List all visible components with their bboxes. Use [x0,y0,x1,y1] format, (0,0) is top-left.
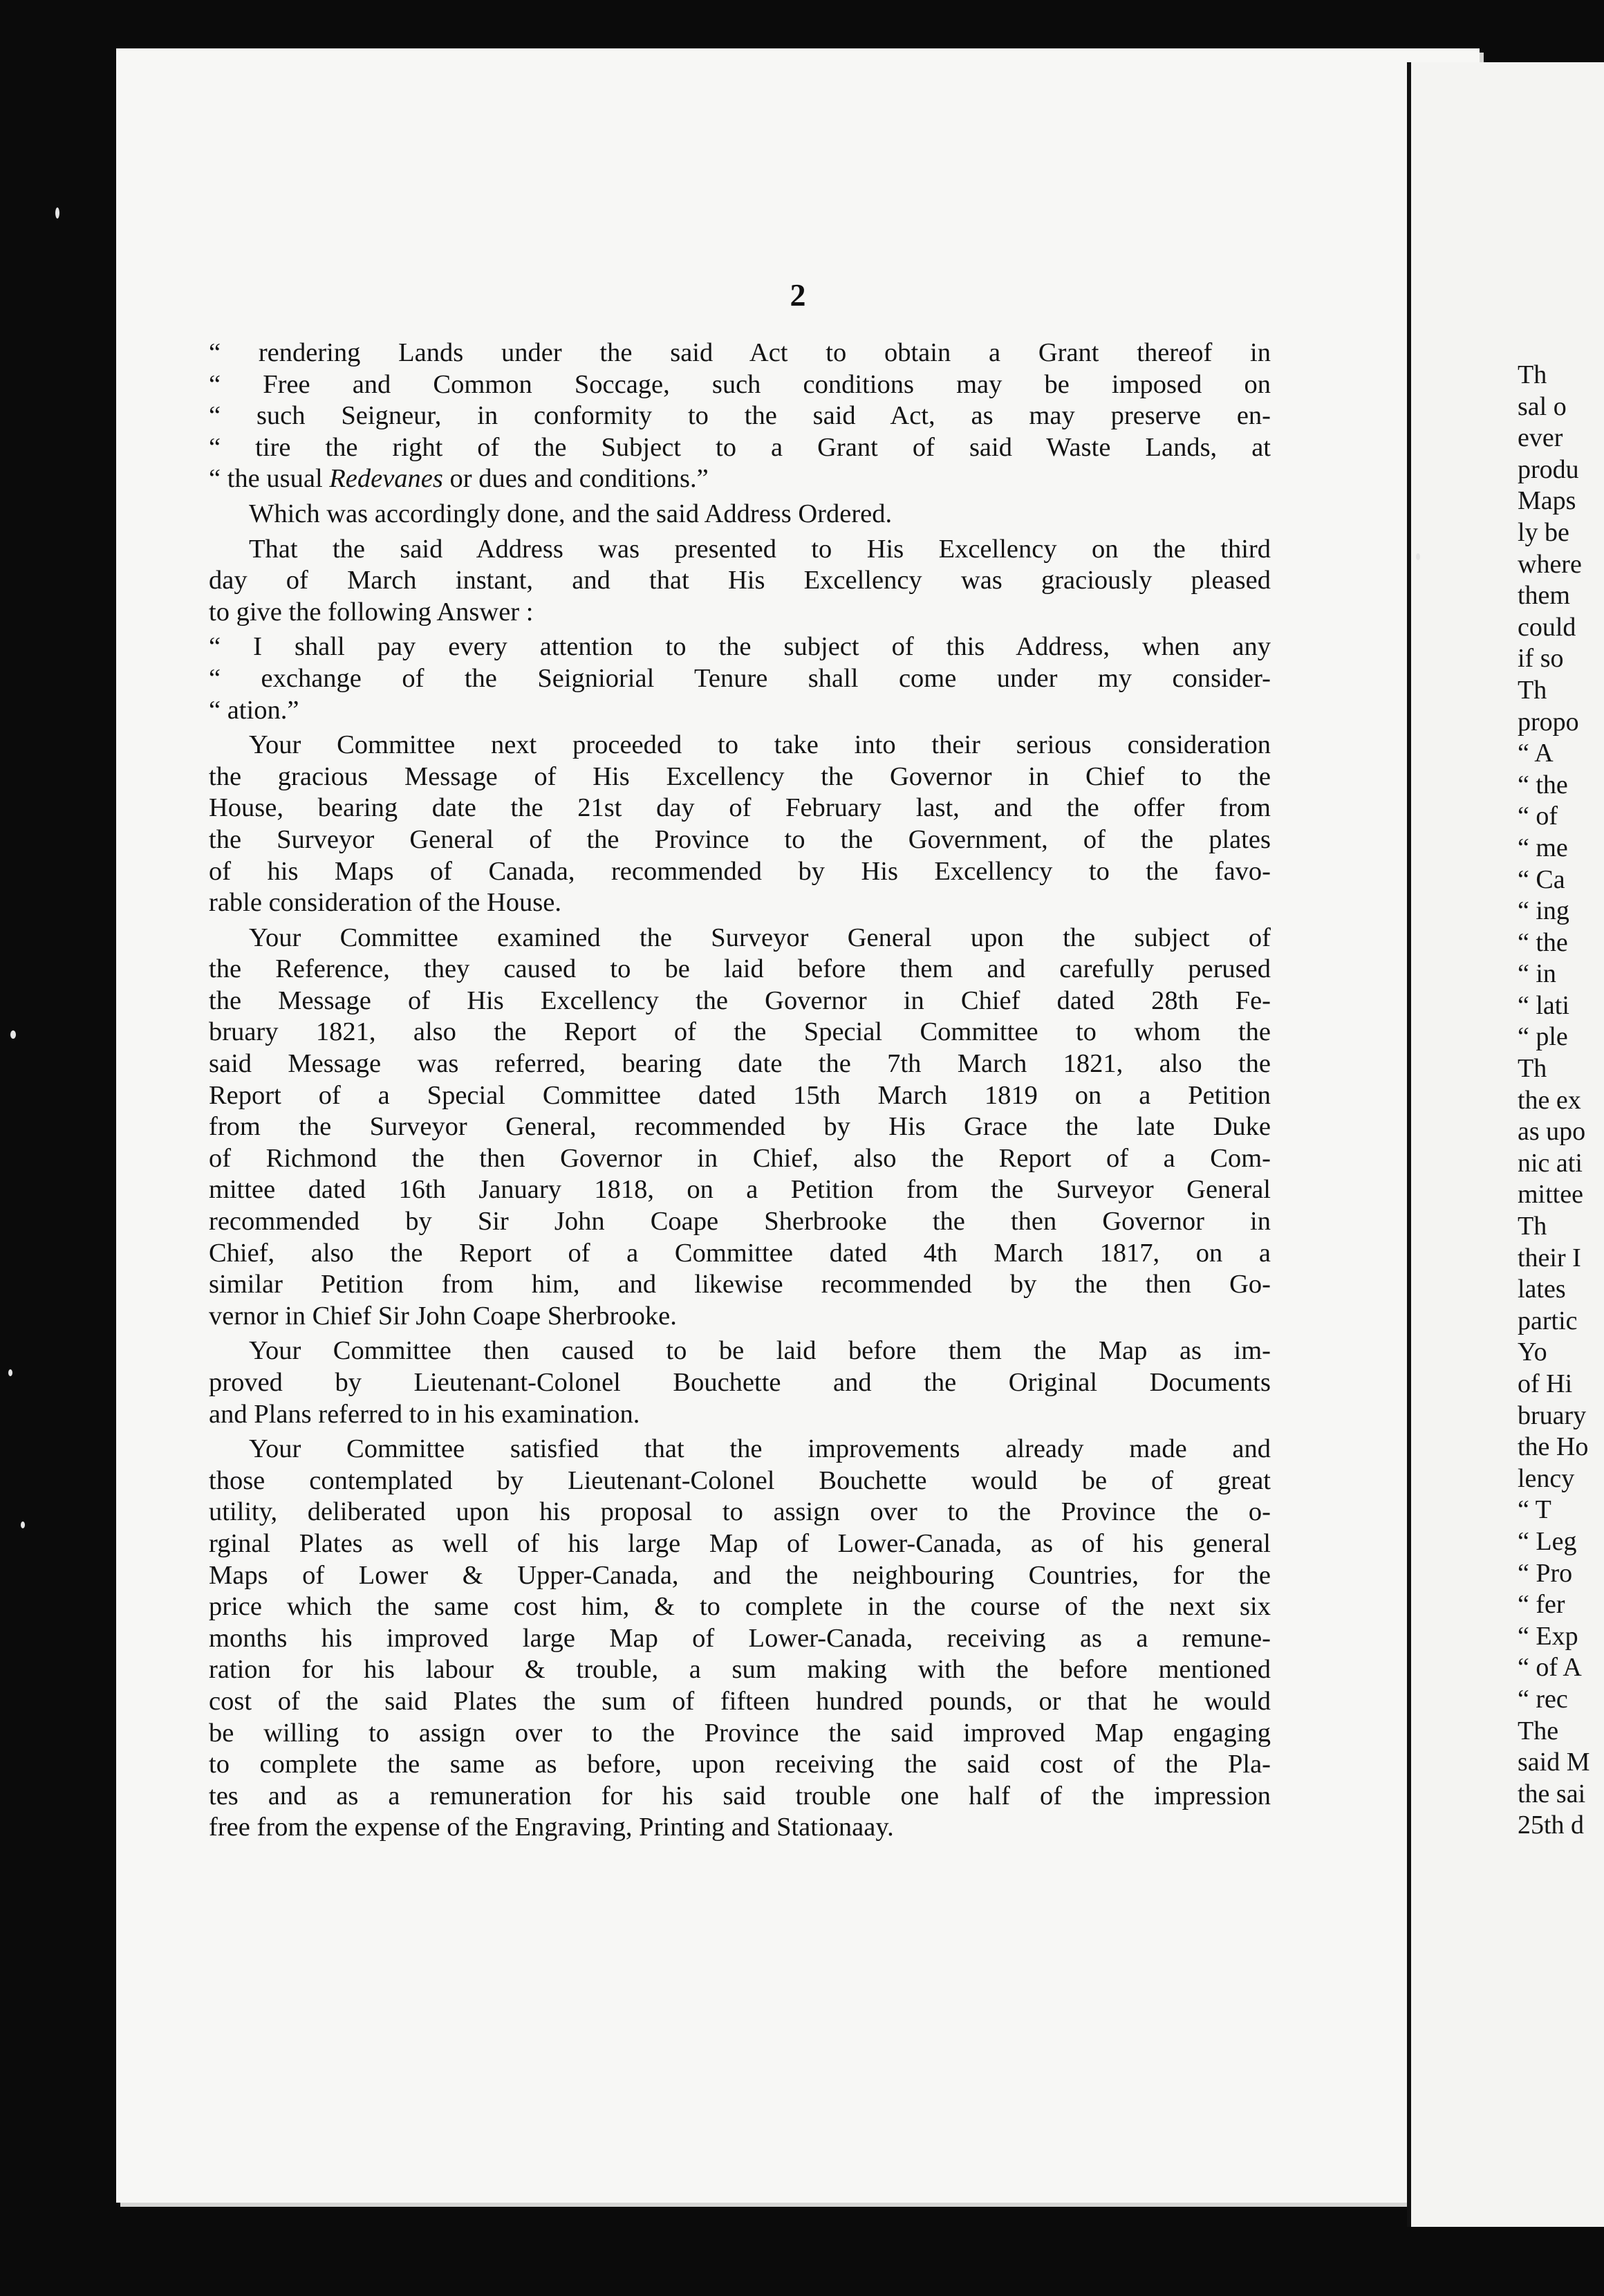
facing-text-line: “ T [1518,1495,1551,1525]
facing-text-line: mittee [1518,1180,1583,1210]
facing-text-line: Th [1518,1054,1547,1084]
text-line: House, bearing date the 21st day of February last, and the offer from [209,793,1271,823]
text-line: said Message was referred, bearing date the 7th March 1821, also the [209,1049,1271,1079]
facing-text-line: if so [1518,644,1564,674]
facing-text-line: “ fer [1518,1590,1565,1620]
facing-text-line: “ A [1518,739,1554,768]
text-line: ration for his labour & trouble, a sum making with the before mentioned [209,1655,1271,1685]
facing-text-line: “ of A [1518,1653,1582,1683]
text-line: “ I shall pay every attention to the subject of this Address, when any [209,632,1271,662]
text-line: from the Surveyor General, recommended by His Grace the late Duke [209,1112,1271,1142]
facing-text-line: nic ati [1518,1148,1583,1178]
facing-text-line: of Hi [1518,1369,1573,1398]
facing-text-line: 25th d [1518,1811,1585,1840]
facing-text-line: “ the [1518,770,1568,799]
text-line: be willing to assign over to the Province the said improved Map engaging [209,1718,1271,1748]
facing-text-line: ever [1518,423,1563,453]
facing-text-line: could [1518,612,1576,642]
facing-text-line: where [1518,549,1582,579]
text-line: Your Committee satisfied that the improvements already made and [249,1434,1271,1464]
text-line: rginal Plates as well of his large Map of Lower-Canada, as of his general [209,1528,1271,1558]
text-line: recommended by Sir John Coape Sherbrooke the then Governor in [209,1207,1271,1237]
text-line: vernor in Chief Sir John Coape Sherbrooke. [209,1301,677,1331]
text-line: of Richmond the then Governor in Chief, also the Report of a Com- [209,1143,1271,1173]
text-line: That the said Address was presented to His Excellency on the third [249,534,1271,564]
text-line: Your Committee then caused to be laid before them the Map as im- [249,1336,1271,1366]
facing-text-line: “ Leg [1518,1526,1577,1556]
text-line: Your Committee next proceeded to take into their serious consideration [249,730,1271,760]
facing-text-line: the sai [1518,1779,1586,1808]
text-line: of his Maps of Canada, recommended by His Excellency to the favo- [209,856,1271,886]
facing-text-line: “ me [1518,833,1568,862]
facing-text-line: “ Exp [1518,1621,1578,1651]
text-line: “ the usual Redevanes or dues and conditions.” [209,464,709,494]
facing-text-line: “ the [1518,927,1568,957]
facing-text-line: “ ple [1518,1022,1568,1052]
text-line: price which the same cost him, & to complete in the course of the next six [209,1592,1271,1622]
text-line: “ ation.” [209,695,299,725]
text-line: utility, deliberated upon his proposal to assign over to the Province the o- [209,1497,1271,1527]
facing-text-line: The [1518,1716,1559,1746]
text-line: months his improved large Map of Lower-Canada, receiving as a remune- [209,1623,1271,1653]
facing-text-line: propo [1518,707,1579,737]
text-line: Which was accordingly done, and the said Address Ordered. [249,499,893,528]
text-line: “ Free and Common Soccage, such conditions may be imposed on [209,369,1271,399]
text-line: “ exchange of the Seigniorial Tenure shall come under my consider- [209,663,1271,693]
text-line: the Reference, they caused to be laid before them and carefully perused [209,954,1271,984]
text-line: to give the following Answer : [209,597,534,627]
text-line: “ such Seigneur, in conformity to the said Act, as may preserve en- [209,401,1271,431]
facing-text-line: as upo [1518,1117,1586,1147]
text-line: free from the expense of the Engraving, Printing and Stationaay. [209,1813,894,1842]
facing-text-line: lates [1518,1275,1566,1304]
facing-text-line: the Ho [1518,1432,1589,1462]
facing-text-line: Th [1518,675,1547,705]
facing-text-line: “ of [1518,802,1558,831]
text-line: the Surveyor General of the Province to the Government, of the plates [209,824,1271,854]
text-line: mittee dated 16th January 1818, on a Petition from the Surveyor General [209,1175,1271,1205]
facing-text-line: Th [1518,1212,1547,1241]
facing-text-line: said M [1518,1748,1590,1777]
facing-text-line: “ in [1518,959,1556,989]
text-line: cost of the said Plates the sum of fifteen hundred pounds, or that he would [209,1686,1271,1716]
facing-text-line: their I [1518,1243,1581,1272]
facing-text-line: “ Pro [1518,1558,1573,1588]
text-line: Maps of Lower & Upper-Canada, and the neighbouring Countries, for the [209,1560,1271,1590]
text-line: bruary 1821, also the Report of the Special Committee to whom the [209,1017,1271,1047]
text-line: the Message of His Excellency the Governor in Chief dated 28th Fe- [209,985,1271,1015]
facing-text-line: lency [1518,1463,1575,1493]
text-line: Your Committee examined the Surveyor General upon the subject of [249,923,1271,952]
facing-text-line: Maps [1518,486,1576,516]
text-line: those contemplated by Lieutenant-Colonel Bouchette would be of great [209,1465,1271,1495]
facing-text-line: “ lati [1518,990,1569,1020]
facing-text-line: bruary [1518,1400,1587,1430]
facing-text-line: produ [1518,454,1579,484]
facing-text-line: “ rec [1518,1684,1568,1714]
facing-text-line: Th [1518,360,1547,389]
text-line: the gracious Message of His Excellency the Governor in Chief to the [209,761,1271,791]
facing-page-text-fragment [1518,360,1604,1842]
page-body-text [209,337,1271,1847]
text-line: “ rendering Lands under the said Act to obtain a Grant thereof in [209,338,1271,367]
text-line: rable consideration of the House. [209,888,561,918]
facing-text-line: ly be [1518,517,1569,547]
facing-text-line: sal o [1518,391,1567,421]
text-line: and Plans referred to in his examination. [209,1399,640,1429]
facing-text-line: the ex [1518,1085,1581,1115]
text-line: to complete the same as before, upon receiving the said cost of the Pla- [209,1750,1271,1779]
facing-text-line: “ Ca [1518,864,1565,894]
facing-text-line: them [1518,581,1570,611]
facing-text-line: partic [1518,1306,1578,1335]
text-line: “ tire the right of the Subject to a Grant of said Waste Lands, at [209,432,1271,462]
text-line: tes and as a remuneration for his said trouble one half of the impression [209,1781,1271,1811]
text-line: similar Petition from him, and likewise recommended by the then Go- [209,1270,1271,1299]
text-line: proved by Lieutenant-Colonel Bouchette and the Original Documents [209,1368,1271,1397]
facing-text-line: “ ing [1518,896,1569,926]
text-line: day of March instant, and that His Excellency was graciously pleased [209,566,1271,595]
page-number: 2 [790,277,806,313]
text-line: Report of a Special Committee dated 15th March 1819 on a Petition [209,1080,1271,1110]
facing-text-line: Yo [1518,1337,1547,1367]
text-line: Chief, also the Report of a Committee dated 4th March 1817, on a [209,1238,1271,1268]
